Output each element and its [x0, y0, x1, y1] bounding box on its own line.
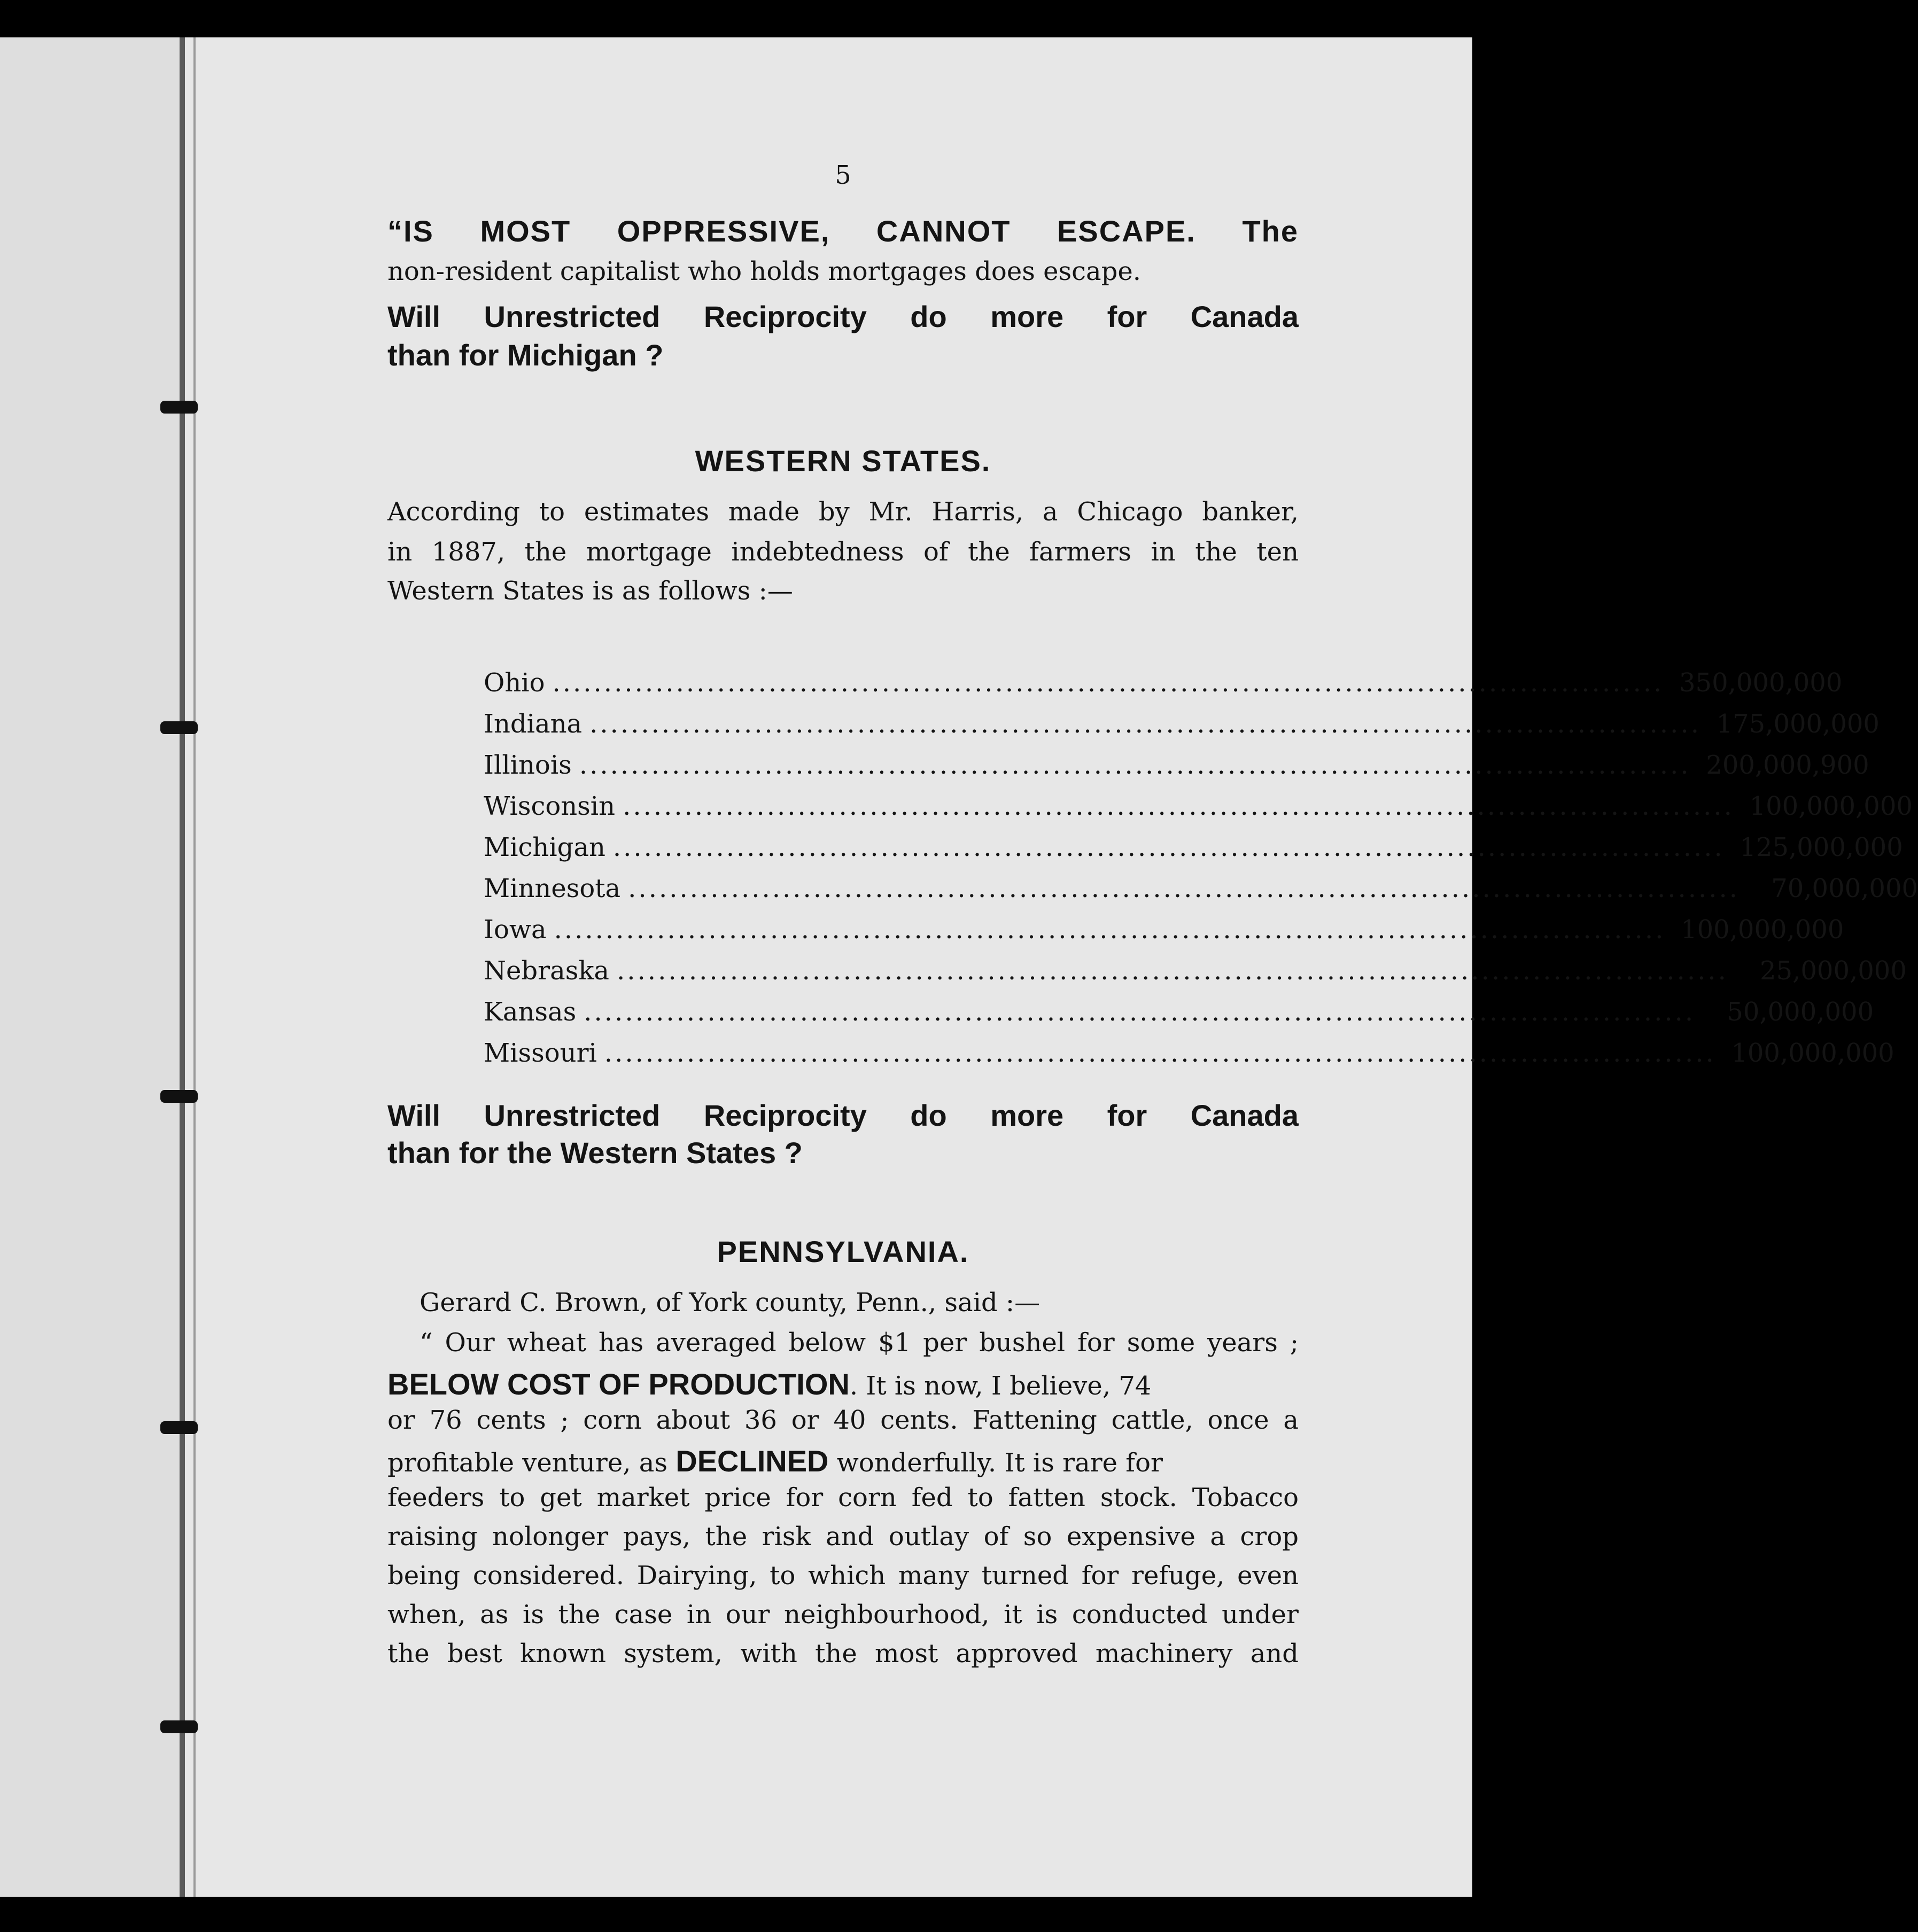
- table-row: [484, 668, 1843, 709]
- section-heading-pennsylvania: PENNSYLVANIA.: [717, 1235, 969, 1268]
- binding-stitch-mark: [160, 721, 198, 734]
- state-name: Iowa: [484, 915, 547, 945]
- table-row: [484, 956, 1907, 997]
- leader-dots: ............................................................................................................: [617, 956, 1728, 986]
- leader-dots: ............................................................................................................: [604, 1038, 1716, 1068]
- binding-stitch-mark: [160, 1720, 198, 1733]
- state-name: Kansas: [484, 997, 577, 1027]
- mortgage-value: 125,000,000: [1740, 832, 1903, 862]
- state-name: Nebraska: [484, 956, 610, 986]
- table-row: [484, 832, 1903, 874]
- scanned-sheet: [0, 37, 1918, 1897]
- binding-stitch-mark: [160, 401, 198, 414]
- question-michigan-line-2: than for Michigan ?: [387, 338, 664, 372]
- table-row: [484, 915, 1844, 956]
- leader-dots: ............................................................................................................: [589, 709, 1701, 739]
- state-name: Minnesota: [484, 874, 621, 903]
- mortgage-value: 100,000,000: [1681, 915, 1844, 945]
- quote-line-4-pre: profitable venture, as: [387, 1448, 667, 1478]
- state-name: Ohio: [484, 668, 545, 698]
- quote-line-5: feeders to get market price for corn fed to fatten stock. Tobacco: [387, 1483, 1299, 1513]
- question-western-line-2: than for the Western States ?: [387, 1136, 803, 1170]
- table-row: [484, 997, 1874, 1038]
- table-row: [484, 791, 1913, 832]
- quote-line-4: [387, 1444, 1299, 1478]
- quote-line-8: when, as is the case in our neighbourhood, it is conducted under: [387, 1600, 1299, 1630]
- quote-line-1: “ Our wheat has averaged below $1 per bushel for some years ;: [420, 1328, 1299, 1358]
- question-michigan-line-1: Will Unrestricted Reciprocity do more for Canada: [387, 300, 1299, 333]
- leader-dots: ............................................................................................................: [584, 997, 1696, 1027]
- leader-dots: ............................................................................................................: [552, 668, 1664, 698]
- leader-dots: ............................................................................................................: [579, 750, 1691, 780]
- table-row: [484, 1038, 1894, 1079]
- state-name: Missouri: [484, 1038, 597, 1068]
- mortgage-value: 200,000,900: [1706, 750, 1869, 780]
- emphasis-declined: DECLINED: [675, 1444, 829, 1478]
- leader-dots: ............................................................................................................: [554, 915, 1666, 945]
- speaker-line: Gerard C. Brown, of York county, Penn., said :—: [420, 1288, 1040, 1318]
- binding-fold-line: [193, 37, 196, 1897]
- question-western-line-1: Will Unrestricted Reciprocity do more for Canada: [387, 1099, 1299, 1132]
- facing-page-edge: [0, 37, 182, 1897]
- mortgage-value: 25,000,000: [1760, 956, 1907, 986]
- quote-line-4-post: wonderfully. It is rare for: [836, 1448, 1163, 1478]
- mortgage-value: 100,000,000: [1749, 791, 1913, 821]
- mortgage-value: 175,000,000: [1716, 709, 1880, 739]
- page-number: 5: [835, 160, 851, 190]
- state-name: Illinois: [484, 750, 572, 780]
- mortgage-value: 50,000,000: [1727, 997, 1874, 1027]
- western-para-line-1: According to estimates made by Mr. Harris, a Chicago banker,: [387, 497, 1299, 527]
- leader-dots: ............................................................................................................: [612, 832, 1725, 862]
- quote-line-6: raising nolonger pays, the risk and outlay of so expensive a crop: [387, 1522, 1299, 1552]
- table-row: [484, 874, 1918, 915]
- state-name: Wisconsin: [484, 791, 616, 821]
- section-heading-western-states: WESTERN STATES.: [695, 444, 991, 478]
- table-row: [484, 750, 1869, 791]
- state-name: Indiana: [484, 709, 583, 739]
- mortgage-table: [484, 668, 1918, 1079]
- quote-line-7: being considered. Dairying, to which many turned for refuge, even: [387, 1561, 1299, 1591]
- intro-bold-quote: “IS MOST OPPRESSIVE, CANNOT ESCAPE.: [387, 214, 1196, 248]
- table-row: [484, 709, 1880, 750]
- binding-stitch-mark: [160, 1421, 198, 1434]
- quote-line-3: or 76 cents ; corn about 36 or 40 cents. Fattening cattle, once a: [387, 1405, 1299, 1435]
- quote-line-2: [387, 1367, 1299, 1401]
- state-name: Michigan: [484, 832, 605, 862]
- western-para-line-3: Western States is as follows :—: [387, 576, 793, 606]
- quote-line-2-rest: . It is now, I believe, 74: [849, 1371, 1152, 1401]
- mortgage-value: 350,000,000: [1679, 668, 1843, 698]
- mortgage-value: 70,000,000: [1771, 874, 1918, 903]
- western-para-line-2: in 1887, the mortgage indebtedness of the farmers in the ten: [387, 537, 1299, 567]
- leader-dots: ............................................................................................................: [628, 874, 1740, 903]
- intro-line-1: [387, 214, 1299, 248]
- intro-line-1-rest: The: [1242, 214, 1299, 248]
- binding-stitch-mark: [160, 1090, 198, 1103]
- mortgage-value: 100,000,000: [1731, 1038, 1894, 1068]
- leader-dots: ............................................................................................................: [623, 791, 1734, 821]
- emphasis-below-cost: BELOW COST OF PRODUCTION: [387, 1367, 850, 1401]
- quote-line-9: the best known system, with the most approved machinery and: [387, 1639, 1299, 1669]
- intro-line-2: non-resident capitalist who holds mortgages does escape.: [387, 256, 1142, 286]
- binding-fold: [180, 37, 185, 1897]
